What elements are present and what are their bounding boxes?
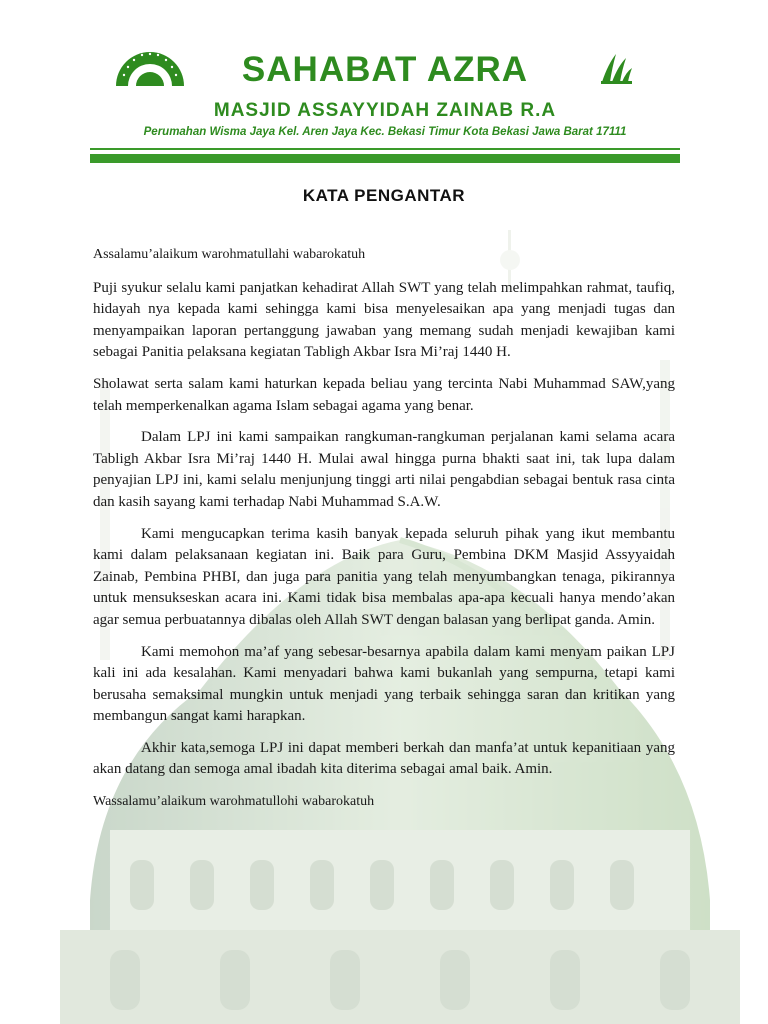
organization-address: Perumahan Wisma Jaya Kel. Aren Jaya Kec. Bekasi Timur Kota Bekasi Jawa Barat 17111 (143, 126, 627, 138)
document-title: KATA PENGANTAR (302, 186, 466, 205)
paragraph: Kami mengucapkan terima kasih banyak kepada seluruh pihak yang ikut membantu kami dalam pelaksanaan kegiatan ini. Baik para Guru, Pembina DKM Masjid Assyyaidah Zainab, Pembina PHBI, dan juga para panitia yang telah menyumbangkan tenaga, pikirannya untuk mensukseskan acara ini. Kami tidak bisa membalas apa-apa kecuali hanya mendo’akan agar semua perbuatannya dibalas oleh Allah SWT dengan balasan yang berlipat ganda. Amin. (93, 525, 675, 628)
letterhead (90, 38, 680, 170)
paragraph: Dalam LPJ ini kami sampaikan rangkuman-rangkuman perjalanan kami selama acara Tabligh Akbar Isra Mi’raj 1440 H. Mulai awal hingga purna bhakti saat ini, tak lupa dalam penyajian LPJ ini, kami selalu menjunjung tinggi arti nilai pengabdian sebagai bentuk rasa cinta dan kasih sayang kami terhadap Nabi Muhammad S.A.W. (93, 429, 675, 510)
opening-greeting: Assalamu’alaikum warohmatullahi wabarokatuh (93, 247, 366, 262)
document-body (93, 244, 675, 825)
paragraph: Akhir kata,semoga LPJ ini dapat memberi berkah dan manfa’at untuk kepanitiaan yang akan datang dan semoga amal ibadah kita diterima sebagai amal baik. Amin. (93, 739, 675, 778)
organization-subtitle: MASJID ASSAYYIDAH ZAINAB R.A (213, 100, 557, 121)
closing-greeting: Wassalamu’alaikum warohmatullohi wabarokatuh (93, 794, 375, 810)
organization-title: SAHABAT AZRA (241, 50, 529, 89)
paragraph: Sholawat serta salam kami haturkan kepada beliau yang tercinta Nabi Muhammad SAW,yang telah memperkenalkan agama Islam sebagai agama yang benar. (93, 375, 675, 414)
letterhead-divider-thick (90, 154, 680, 163)
letterhead-divider-thin (90, 148, 680, 150)
paragraph: Kami memohon ma’af yang sebesar-besarnya apabila dalam kami menyam paikan LPJ kali ini ada kesalahan. Kami menyadari bahwa kami bukanlah yang sempurna, tetapi kami berusaha semaksimal mungkin untuk menjadi yang terbaik sehingga saran dan kritikan yang membangun sangat kami harapkan. (93, 643, 675, 725)
paragraph: Puji syukur selalu kami panjatkan kehadirat Allah SWT yang telah melimpahkan rahmat, taufiq, hidayah nya kepada kami sehingga kami bisa menyelesaikan apa yang menjadi tugas dan menyampaikan laporan pertanggung jawaban yang memang sudah menjadi kewajiban kami sebagai Panitia pelaksana kegiatan Tabligh Akbar Isra Mi’raj 1440 H. (93, 279, 675, 361)
calligraphy-emblem-icon (598, 50, 634, 86)
